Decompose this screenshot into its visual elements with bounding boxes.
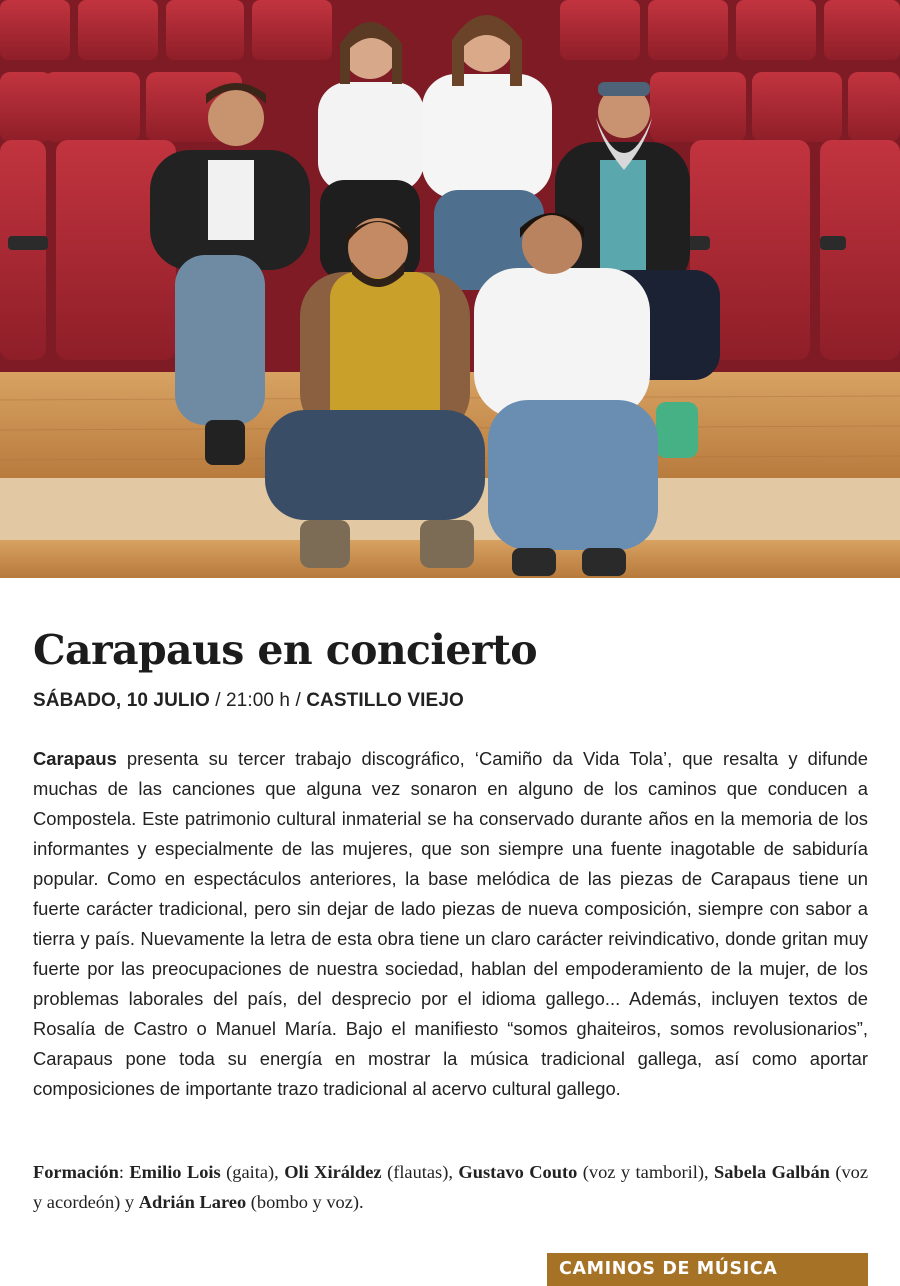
event-details [33,690,464,712]
meta-separator: / [290,690,307,711]
article-body-text: presenta su tercer trabajo discográfico, ‘Camiño da Vida Tola’, que resalta y difunde muchas de las canciones que alguna vez sonaron en alguno de los caminos que conducen a Compostela. Este patrimonio cultural inmaterial se ha conservado durante años en la memoria de los informantes y especialmente de las mujeres, que son siempre una fuente inagotable de sabiduría popular. Como en espectáculos anteriores, la base melódica de las piezas de Carapaus tiene un fuerte carácter tradicional, pero sin dejar de lado piezas de nueva composición, siempre con sabor a tierra y país. Nuevamente la letra de esta obra tiene un claro carácter reivindicativo, donde gritan muy fuerte por las preocupaciones de nuestra sociedad, hablan del empoderamiento de la mujer, de los problemas laborales del país, del desprecio por el idioma gallego... Además, incluyen textos de Rosalía de Castro o Manuel María. Bajo el manifiesto “somos ghaiteiros, somos revolusionarios”, Carapaus pone toda su energía en mostrar la música tradicional gallega, así como aportar composiciones de importante trazo tradicional al acervo cultural gallego. [33,748,868,1099]
article-body [33,744,868,1104]
band-photo-illustration [0,0,900,578]
band-photo [0,0,900,578]
meta-separator: / [209,690,226,711]
member-role: (gaita), [220,1162,285,1182]
band-lineup: Formación: Emilio Lois (gaita), Oli Xiráldez (flautas), Gustavo Couto (voz y tamboril), Sabela Galbán (voz y acordeón) y Adrián Lareo (bombo y voz). [33,1162,869,1212]
member-name: Gustavo Couto [458,1162,578,1182]
member-role: (voz y tamboril), [577,1162,715,1182]
member-name: Adrián Lareo [138,1192,247,1212]
member-name: Sabela Galbán [714,1162,830,1182]
lineup-label: Formación [33,1162,119,1182]
section-tag: CAMINOS DE MÚSICA [547,1253,868,1286]
band-name: Carapaus [33,748,117,769]
event-venue: CASTILLO VIEJO [306,690,464,711]
member-role: (voz y acordeón) y [33,1162,869,1212]
member-name: Oli Xiráldez [284,1162,382,1182]
member-name: Emilio Lois [129,1162,221,1182]
member-role: (bombo y voz). [246,1192,364,1212]
article-title: Carapaus en concierto [33,626,537,674]
event-time: 21:00 h [226,690,291,711]
member-role: (flautas), [381,1162,459,1182]
event-date: SÁBADO, 10 JULIO [33,690,210,711]
